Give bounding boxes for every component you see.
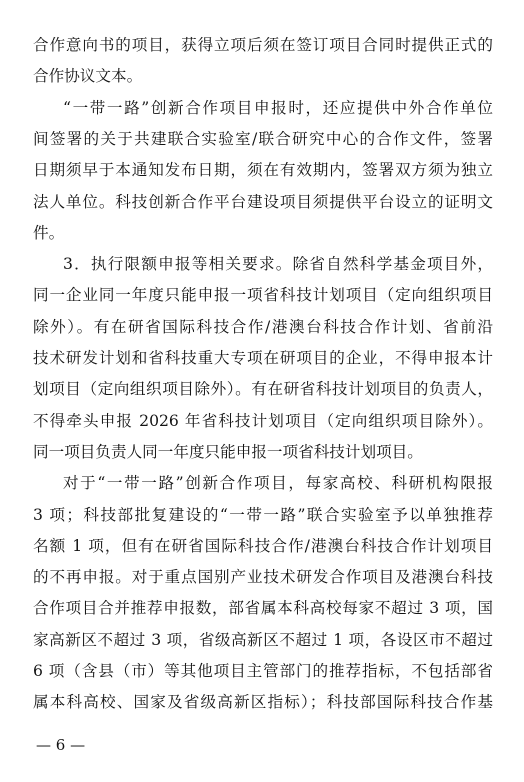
- text-line: 名额 1 项，但有在研省国际科技合作/港澳台科技合作计划项目: [33, 536, 493, 555]
- text-line: 技术研发计划和省科技重大专项在研项目的企业，不得申报本计: [33, 349, 493, 367]
- text-line: 合作项目合并推荐申报数，部省属本科高校每家不超过 3 项，国: [33, 599, 493, 618]
- text-line: 划项目（定向组织项目除外）。有在研省科技计划项目的负责人，: [33, 380, 493, 399]
- text-line: 6 项（含县（市）等其他项目主管部门的推荐指标，不包括部省: [33, 662, 493, 680]
- text-line: 3 项；科技部批复建设的“一带一路”联合实验室予以单独推荐: [33, 505, 493, 524]
- text-line: 3．执行限额申报等相关要求。除省自然科学基金项目外，: [63, 255, 493, 274]
- text-line: 的不再申报。对于重点国别产业技术研发合作项目及港澳台科技: [33, 568, 493, 587]
- text-line: 日期须早于本通知发布日期，须在有效期内，签署双方须为独立: [33, 161, 493, 180]
- page-number: — 6 —: [36, 736, 86, 754]
- text-line: 合作意向书的项目，获得立项后须在签订项目合同时提供正式的: [33, 36, 493, 54]
- text-line: 属本科高校、国家及省级高新区指标）；科技部国际科技合作基: [33, 693, 493, 712]
- text-line: 除外）。有在研省国际科技合作/港澳台科技合作计划、省前沿: [33, 317, 493, 336]
- text-line: 合作协议文本。: [33, 67, 143, 86]
- text-line: 件。: [33, 223, 65, 242]
- text-line: 间签署的关于共建联合实验室/联合研究中心的合作文件，签署: [33, 129, 493, 148]
- text-line: 法人单位。科技创新合作平台建设项目须提供平台设立的证明文: [33, 192, 493, 211]
- text-line: 不得牵头申报 2026 年省科技计划项目（定向组织项目除外）。: [33, 411, 493, 430]
- text-line: “一带一路”创新合作项目申报时，还应提供中外合作单位: [63, 98, 493, 117]
- text-line: 同一企业同一年度只能申报一项省科技计划项目（定向组织项目: [33, 286, 493, 305]
- text-line: 同一项目负责人同一年度只能申报一项省科技计划项目。: [33, 442, 423, 461]
- text-line: 对于“一带一路”创新合作项目，每家高校、科研机构限报: [63, 474, 493, 493]
- text-line: 家高新区不超过 3 项，省级高新区不超过 1 项，各设区市不超过: [33, 630, 493, 649]
